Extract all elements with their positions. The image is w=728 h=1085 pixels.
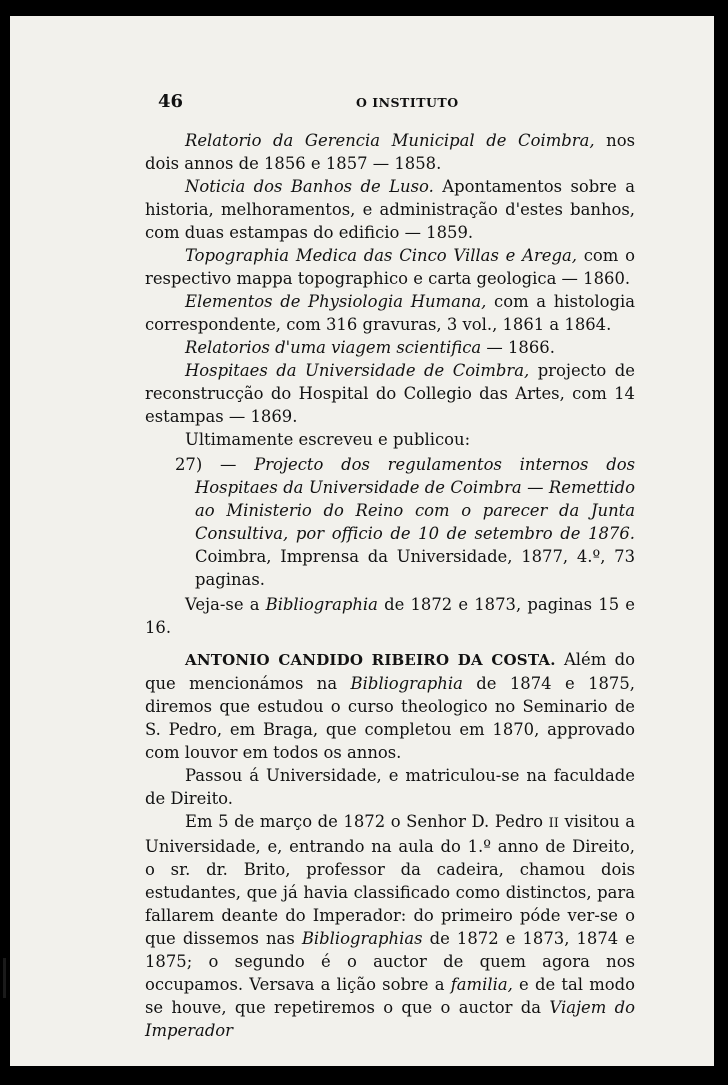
paragraph-visita xyxy=(145,810,635,1042)
book-page xyxy=(10,16,714,1066)
antonio-ref: Bibliographia xyxy=(350,674,463,693)
paragraph-noticia xyxy=(145,175,635,244)
entry-title: Projecto dos regulamentos internos dos Hospitaes da Universidade de Coimbra — Remettido ao Ministerio do Reino com o parecer da Junta Consultiva, por officio de 10 de setembro de 1876. xyxy=(195,455,635,543)
work-details: com o respectivo mappa topographico e carta geologica — 1860. xyxy=(145,246,635,288)
work-details: Ultimamente escreveu e publicou: xyxy=(185,430,471,449)
antonio-text-1: Além do que mencionámos na xyxy=(145,650,635,693)
work-details: — 1866. xyxy=(481,338,555,357)
visita-viajem: Viajem do Imperador xyxy=(145,998,635,1040)
paragraph-elementos xyxy=(145,290,635,336)
visita-ref: Bibliographias xyxy=(301,929,423,948)
paragraph-hospitaes xyxy=(145,359,635,428)
running-head: O INSTITUTO xyxy=(356,95,459,110)
passou-text: Passou á Universidade, e matriculou-se na faculdade de Direito. xyxy=(145,766,635,808)
paragraph-veja xyxy=(145,593,635,639)
work-title: Relatorio da Gerencia Municipal de Coimbra, xyxy=(185,131,595,150)
page-number: 46 xyxy=(158,91,184,112)
work-details: nos dois annos de 1856 e 1857 — 1858. xyxy=(145,131,635,173)
work-details: projecto de reconstrucção do Hospital do Collegio das Artes, com 14 estampas — 1869. xyxy=(145,361,635,426)
paragraph-antonio xyxy=(145,648,635,764)
body-text xyxy=(145,129,635,1042)
antonio-text-2: de 1874 e 1875, diremos que estudou o curso theologico no Seminario de S. Pedro, em Braga, que completou em 1870, approvado com louvor em todos os annos. xyxy=(145,674,635,762)
entry-27 xyxy=(145,453,635,591)
paragraph-topographia xyxy=(145,244,635,290)
veja-pages: de 1872 e 1873, paginas 15 e 16. xyxy=(145,595,635,637)
entry-number: 27) — xyxy=(175,455,255,474)
visita-text-4: e de tal modo se houve, que repetiremos o que o auctor da xyxy=(145,975,636,1017)
visita-text-1: Em 5 de março de 1872 o Senhor D. Pedro xyxy=(185,812,549,831)
work-title: Hospitaes da Universidade de Coimbra, xyxy=(185,361,530,380)
paragraph-passou xyxy=(145,764,635,810)
work-details: com a histologia correspondente, com 316 gravuras, 3 vol., 1861 a 1864. xyxy=(145,292,635,334)
veja-ref: Bibliographia xyxy=(265,595,378,614)
author-name: ANTONIO CANDIDO RIBEIRO DA COSTA. xyxy=(185,651,556,669)
entry-imprint: Coimbra, Imprensa da Universidade, 1877, 4.º, 73 paginas. xyxy=(195,547,635,589)
visita-familia: familia, xyxy=(450,975,513,994)
visita-text-2: visitou a Universidade, e, entrando na aula do 1.º anno de Direito, o sr. dr. Brito, professor da cadeira, chamou dois estudantes, que já havia classificado como distinctos, para fallarem deante do Imperador: do primeiro póde ver-se o que dissemos nas xyxy=(145,812,635,948)
veja-text: Veja-se a xyxy=(185,595,266,614)
scan-edge-mark xyxy=(3,958,6,998)
visita-text-3: de 1872 e 1873, 1874 e 1875; o segundo é o auctor de quem agora nos occupamos. Versava a lição sobre a xyxy=(145,929,635,994)
work-title: Topographia Medica das Cinco Villas e Arega, xyxy=(185,246,577,265)
roman-numeral: II xyxy=(548,816,559,831)
paragraph-ultimamente xyxy=(145,428,635,451)
work-title: Relatorios d'uma viagem scientifica xyxy=(185,338,482,357)
work-title: Noticia dos Banhos de Luso. xyxy=(185,177,434,196)
page-header xyxy=(158,91,634,115)
paragraph-relatorios xyxy=(145,336,635,359)
paragraph-relatorio xyxy=(145,129,635,175)
work-title: Elementos de Physiologia Humana, xyxy=(185,292,487,311)
work-details: Apontamentos sobre a historia, melhoramentos, e administração d'estes banhos, com duas estampas do edificio — 1859. xyxy=(145,177,635,242)
